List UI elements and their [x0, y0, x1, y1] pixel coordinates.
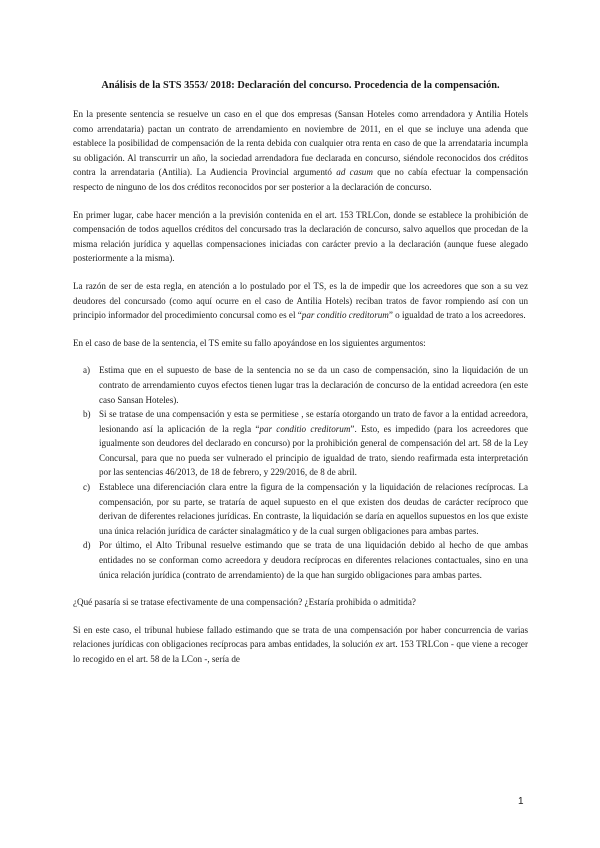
list-item-text: Por último, el Alto Tribunal resuelve estimando que se trata de una liquidación debido al hecho de que ambas entidades no se conforman como acreedora y deudora recíprocas en diferentes relaciones contactuales, sino en una única relación jurídica (contrato de arrendamiento) de la que han surgido obligaciones para ambas partes.: [99, 540, 528, 580]
list-marker: b): [83, 409, 91, 420]
list-item-text: Estima que en el supuesto de base de la sentencia no se da un caso de compensación, sino la liquidación de un contrato de arrendamiento cuyos efectos tienen lugar tras la declaración de concurso de la entidad acreedora (en este caso Sansan Hoteles).: [99, 365, 528, 405]
paragraph-hypothetical-end: art. 153 TRLCon - que viene a recoger lo recogido en el art. 58 de la LCon -, sería de: [73, 639, 528, 664]
list-item: [83, 538, 528, 582]
list-item-text: Si se tratase de una compensación y esta se permitiese , se estaría otorgando un trato de favor a la entidad acreedora, lesionando así la aplicación de la regla “: [99, 409, 528, 434]
list-item: [83, 363, 528, 407]
list-marker: c): [83, 482, 91, 493]
list-item-text: Establece una diferenciación clara entre la figura de la compensación y la liquidación de relaciones recíprocas. La compensación, por su parte, se trataría de aquel supuesto en el que existen dos deudas de carácter recíproco que derivan de diferentes relaciones jurídicas. En contraste, la liquidación se daría en aquellos supuestos en los que existe una única relación jurídica de carácter sinalagmático y de la cual surgen obligaciones para ambas partes.: [99, 482, 528, 536]
list-item: [83, 407, 528, 480]
paragraph-arguments-intro: En el caso de base de la sentencia, el TS emite su fallo apoyándose en los siguientes argumentos:: [73, 337, 426, 348]
paragraph-question: ¿Qué pasaría si se tratase efectivamente de una compensación? ¿Estaría prohibida o admitida?: [73, 597, 416, 608]
document-title: Análisis de la STS 3553/ 2018: Declaración del concurso. Procedencia de la compensación.: [101, 80, 500, 91]
paragraph-rule-rationale: [73, 279, 528, 323]
list-item-text-end: ”. Esto, es impedido (para los acreedores que igualmente son deudores del declarado en concurso) por la prohibición general de compensación del art. 58 de la Ley Concursal, para que no pueda ser vulnerado el principio de igualdad de trato, siendo reafirmada esta interpretación por las sentencias 46/2013, de 18 de febrero, y 229/2016, de 8 de abril.: [99, 423, 528, 478]
paragraph-case-summary-end: que no cabía efectuar la compensación respecto de ninguno de los dos créditos reconocidos por ser posterior a la declaración de concurso.: [73, 167, 529, 192]
paragraph-case-summary-text: En la presente sentencia se resuelve un caso en el que dos empresas (Sansan Hoteles como arrendadora y Antilia Hotels como arrendataria) pactan un contrato de arrendamiento en noviembre de 2011, en el que se incluye una adenda que establece la posibilidad de compensación de la renta debida con cualquier otra renta en caso de que la arrendataria incumpla su obligación. Al transcurrir un año, la sociedad arrendadora fue declarada en concurso, siéndole reconocidos dos créditos contra la arrendataria (Antilia). La Audiencia Provincial argumentó: [73, 109, 528, 178]
list-marker: a): [83, 365, 91, 376]
list-item: [83, 480, 528, 538]
page-number: 1: [518, 796, 524, 807]
paragraph-article-153: En primer lugar, cabe hacer mención a la previsión contenida en el art. 153 TRLCon, donde se establece la prohibición de compensación de todos aquellos créditos del concursado tras la declaración de concurso, salvo aquellos que procedan de la misma relación jurídica y aquellas compensaciones iniciadas con carácter previo a la declaración (aunque fuese alegado posteriormente a la misma).: [73, 209, 528, 264]
latin-term-par-conditio: par conditio creditorum: [301, 310, 389, 321]
document-page: [73, 80, 528, 680]
paragraph-rule-rationale-end: ” o igualdad de trato a los acreedores.: [388, 310, 526, 321]
paragraph-hypothetical: [73, 623, 528, 667]
latin-term-ex: ex: [375, 639, 384, 650]
latin-term-par-conditio: par conditio creditorum: [259, 423, 351, 434]
paragraph-rule-rationale-text: La razón de ser de esta regla, en atención a lo postulado por el TS, es la de impedir que los acreedores que son a su vez deudores del concursado (como aquí ocurre en el caso de Antilia Hotels) reciban tratos de favor rompiendo así con un principio informador del procedimiento concursal como es el “: [73, 280, 528, 321]
list-marker: d): [83, 540, 91, 551]
paragraph-hypothetical-text: Si en este caso, el tribunal hubiese fallado estimando que se trata de una compensación por haber concurrencia de varias relaciones jurídicas con obligaciones recíprocas para ambas entidades, la solución: [73, 624, 528, 650]
arguments-list: [73, 363, 528, 582]
latin-term-ad-casum: ad casum: [336, 167, 373, 178]
paragraph-case-summary: [73, 107, 528, 195]
